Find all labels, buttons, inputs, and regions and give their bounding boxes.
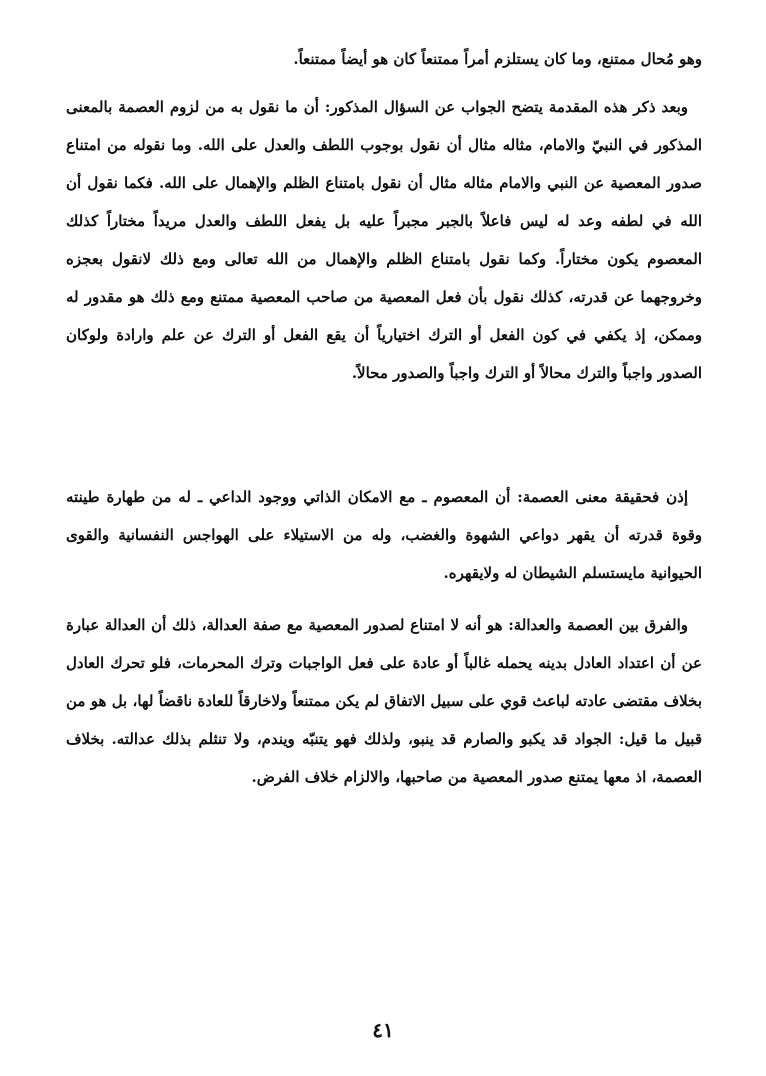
paragraph-opening-line — [66, 40, 702, 78]
paragraph-definition — [66, 478, 702, 592]
paragraph-text: وبعد ذكر هذه المقدمة يتضح الجواب عن السؤال المذكور: أن ما نقول به من لزوم العصمة بالمعنى المذكور في النبيّ والامام، مثاله مثال أن نقول بوجوب اللطف والعدل على الله. وما نقوله من امتناع صدور المعصية عن النبي والامام مثاله مثال أن نقول بامتناع الظلم والإهمال على الله. فكما نقول أن الله في لطفه وعد له ليس فاعلاً بالجبر مجبراً عليه بل يفعل اللطف والعدل مريداً مختاراً كذلك المعصوم يكون مختاراً. وكما نقول بامتناع الظلم والإهمال من الله تعالى ومع ذلك لانقول بعجزه وخروجهما عن قدرته، كذلك نقول بأن فعل المعصية من صاحب المعصية ممتنع ومع ذلك هو مقدور له وممكن، إذ يكفي في كون الفعل أو الترك اختيارياً أن يقع الفعل أو الترك عن علم وارادة ولوكان الصدور واجباً والترك محالاً أو الترك واجباً والصدور محالاً. — [66, 98, 702, 382]
paragraph-text: وهو مُحال ممتنع، وما كان يستلزم أمراً ممتنعاً كان هو أيضاً ممتنعاً. — [293, 50, 702, 68]
paragraph-difference — [66, 606, 702, 796]
paragraph-text: والفرق بين العصمة والعدالة: هو أنه لا امتناع لصدور المعصية مع صفة العدالة، ذلك أن العدالة عبارة عن أن اعتداد العادل بدينه يحمله غالباً أو عادة على فعل الواجبات وترك المحرمات، فلو تحرك العادل بخلاف مقتضى عادته لباعث قوي على سبيل الاتفاق لم يكن ممتنعاً ولاخارقاً للعادة ناقضاً لها، بل هو من قبيل ما قيل: الجواد قد يكبو والصارم قد ينبو، ولذلك فهو يتنبّه ويندم، ولا تنثلم بذلك عدالته. بخلاف العصمة، اذ معها يمتنع صدور المعصية من صاحبها، والالزام خلاف الفرض. — [66, 616, 702, 786]
paragraph-text: إذن فحقيقة معنى العصمة: أن المعصوم ـ مع الامكان الذاتي ووجود الداعي ـ له من طهارة طينته وقوة قدرته أن يقهر دواعي الشهوة والغضب، وله من الاستيلاء على الهواجس النفسانية والقوى الحيوانية مايستسلم الشيطان له ولايقهره. — [66, 488, 702, 582]
paragraph-answer — [66, 88, 702, 392]
page-number: ٤١ — [372, 1018, 394, 1042]
